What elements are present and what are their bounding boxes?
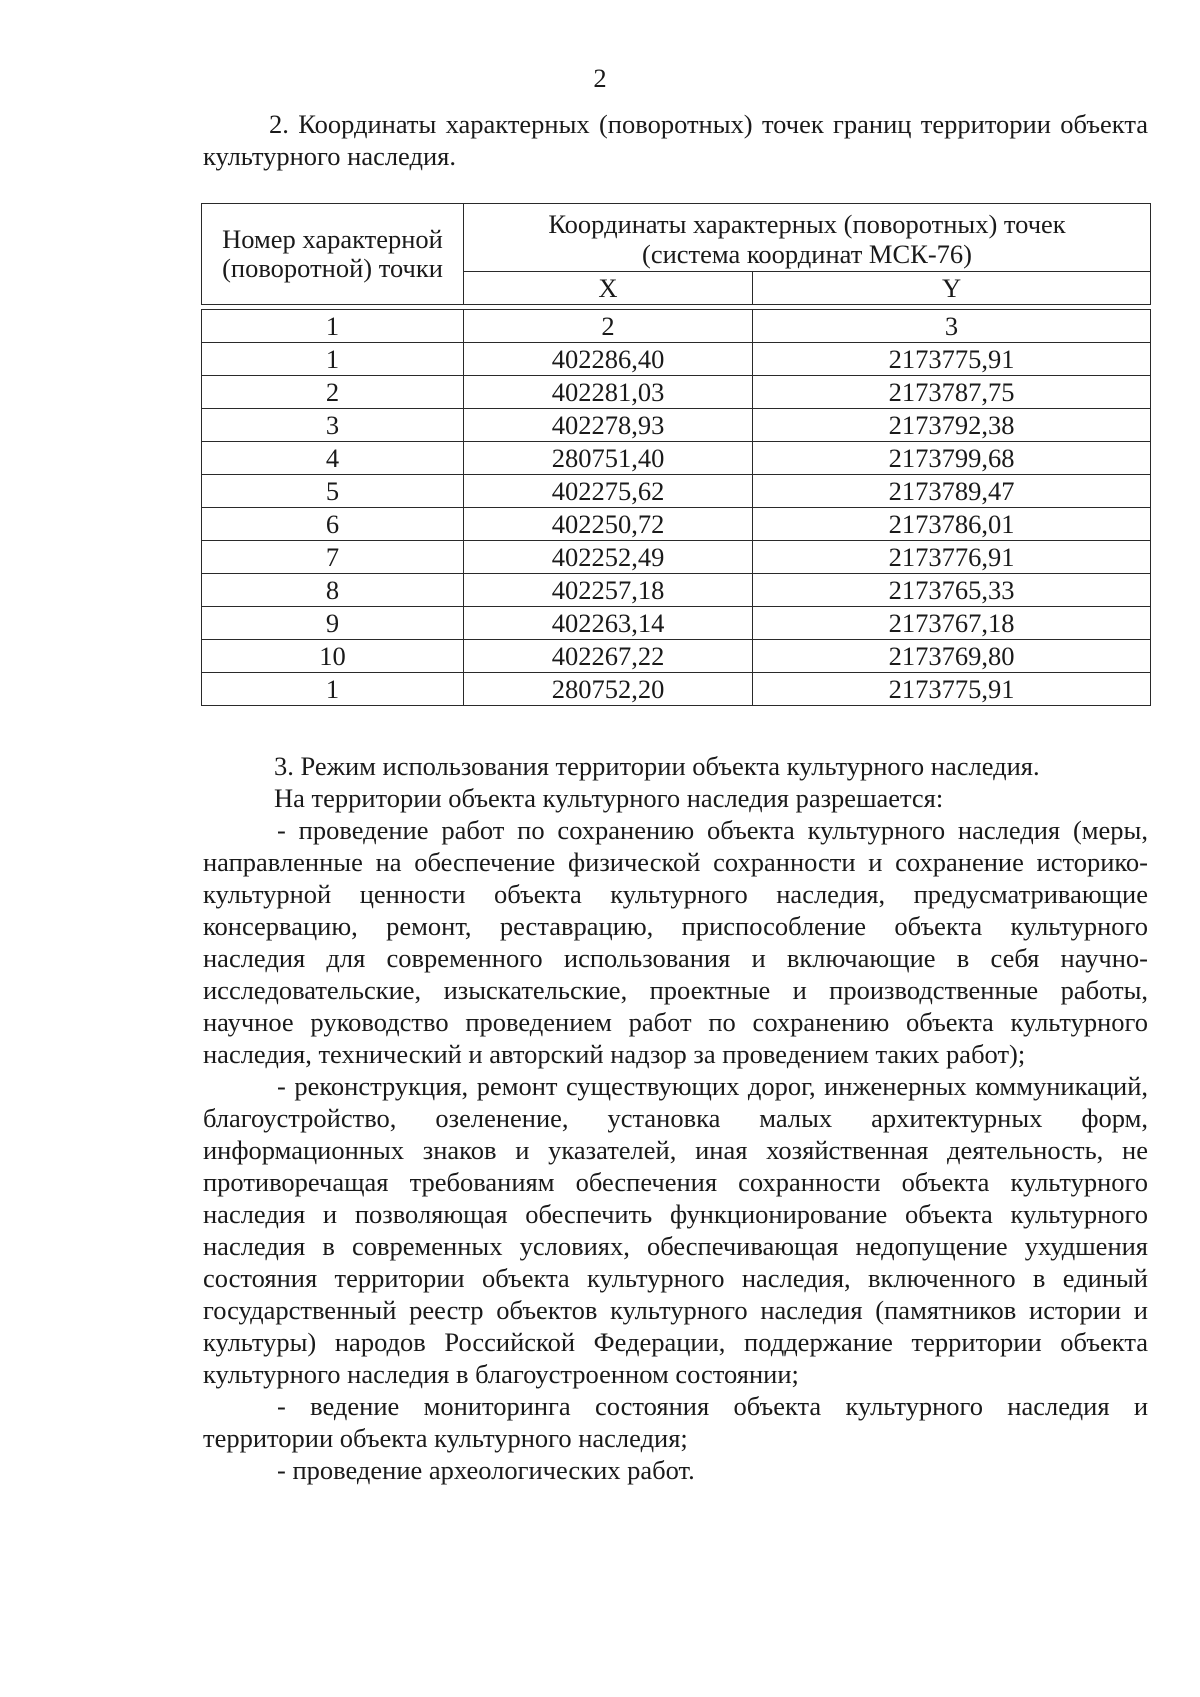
coordinates-table xyxy=(201,203,1151,706)
table-row xyxy=(202,607,1151,640)
y-header: Y xyxy=(753,272,1151,305)
y-coordinate-cell: 2173776,91 xyxy=(753,541,1151,574)
point-number-cell: 3 xyxy=(202,409,464,442)
table-row xyxy=(202,508,1151,541)
table-row xyxy=(202,640,1151,673)
section-2 xyxy=(203,108,1148,172)
allowed-item: - реконструкция, ремонт существующих дорог, инженерных коммуникаций, благоустройство, озеленение, установка малых архитектурных форм, информационных знаков и указателей, иная хозяйственная деятельность, не противоречащая требованиям обеспечения сохранности объекта культурного наследия и позволяющая обеспечить функционирование объекта культурного наследия в современных условиях, обеспечивающая недопущение ухудшения состояния территории объекта культурного наследия, включенного в единый государственный реестр объектов культурного наследия (памятников истории и культуры) народов Российской Федерации, поддержание территории объекта культурного наследия в благоустроенном состоянии; xyxy=(203,1071,1148,1389)
x-coordinate-cell: 402257,18 xyxy=(464,574,753,607)
table-row xyxy=(202,541,1151,574)
point-number-cell: 1 xyxy=(202,343,464,376)
y-coordinate-cell: 2173789,47 xyxy=(753,475,1151,508)
table-row xyxy=(202,673,1151,706)
section-2-heading: 2. Координаты характерных (поворотных) точек границ территории объекта культурного наследия. xyxy=(203,109,1148,171)
coordinates-header-line2: (система координат МСК-76) xyxy=(642,238,972,269)
x-coordinate-cell: 402286,40 xyxy=(464,343,753,376)
x-coordinate-cell: 402252,49 xyxy=(464,541,753,574)
column-number: 3 xyxy=(753,310,1151,343)
point-number-cell: 10 xyxy=(202,640,464,673)
y-coordinate-cell: 2173786,01 xyxy=(753,508,1151,541)
point-number-cell: 2 xyxy=(202,376,464,409)
point-number-cell: 7 xyxy=(202,541,464,574)
section-3-intro: На территории объекта культурного наследия разрешается: xyxy=(274,783,944,813)
table-row xyxy=(202,574,1151,607)
allowed-item: - проведение археологических работ. xyxy=(277,1455,695,1485)
y-coordinate-cell: 2173775,91 xyxy=(753,673,1151,706)
point-number-cell: 6 xyxy=(202,508,464,541)
section-3-heading: 3. Режим использования территории объекта культурного наследия. xyxy=(274,751,1040,781)
coordinates-header-line1: Координаты характерных (поворотных) точек xyxy=(548,208,1066,239)
column-number: 1 xyxy=(202,310,464,343)
y-coordinate-cell: 2173769,80 xyxy=(753,640,1151,673)
x-coordinate-cell: 402263,14 xyxy=(464,607,753,640)
x-coordinate-cell: 280752,20 xyxy=(464,673,753,706)
point-number-cell: 9 xyxy=(202,607,464,640)
allowed-item: - проведение работ по сохранению объекта культурного наследия (меры, направленные на обеспечение физической сохранности и сохранение историко-культурной ценности объекта культурного наследия, предусматривающие консервацию, ремонт, реставрацию, приспособление объекта культурного наследия для современного использования и включающие в себя научно-исследовательские, изыскательские, проектные и производственные работы, научное руководство проведением работ по сохранению объекта культурного наследия, технический и авторский надзор за проведением таких работ); xyxy=(203,815,1148,1069)
page-number: 2 xyxy=(593,63,607,93)
column-number-row xyxy=(202,310,1151,343)
y-coordinate-cell: 2173799,68 xyxy=(753,442,1151,475)
section-3 xyxy=(203,750,1148,1486)
table-body xyxy=(202,310,1151,706)
y-coordinate-cell: 2173775,91 xyxy=(753,343,1151,376)
table-row xyxy=(202,376,1151,409)
x-coordinate-cell: 402278,93 xyxy=(464,409,753,442)
y-coordinate-cell: 2173792,38 xyxy=(753,409,1151,442)
x-coordinate-cell: 402267,22 xyxy=(464,640,753,673)
x-coordinate-cell: 402250,72 xyxy=(464,508,753,541)
point-number-cell: 1 xyxy=(202,673,464,706)
y-coordinate-cell: 2173767,18 xyxy=(753,607,1151,640)
x-header: X xyxy=(464,272,753,305)
point-number-cell: 8 xyxy=(202,574,464,607)
y-coordinate-cell: 2173787,75 xyxy=(753,376,1151,409)
table-row xyxy=(202,343,1151,376)
table-row xyxy=(202,442,1151,475)
x-coordinate-cell: 402275,62 xyxy=(464,475,753,508)
x-coordinate-cell: 280751,40 xyxy=(464,442,753,475)
coordinates-header xyxy=(464,204,1151,272)
table-row xyxy=(202,409,1151,442)
allowed-item: - ведение мониторинга состояния объекта культурного наследия и территории объекта культурного наследия; xyxy=(203,1391,1148,1453)
table-row xyxy=(202,475,1151,508)
point-number-cell: 5 xyxy=(202,475,464,508)
y-coordinate-cell: 2173765,33 xyxy=(753,574,1151,607)
point-number-header: Номер характерной (поворотной) точки xyxy=(202,204,464,305)
point-number-cell: 4 xyxy=(202,442,464,475)
x-coordinate-cell: 402281,03 xyxy=(464,376,753,409)
column-number: 2 xyxy=(464,310,753,343)
